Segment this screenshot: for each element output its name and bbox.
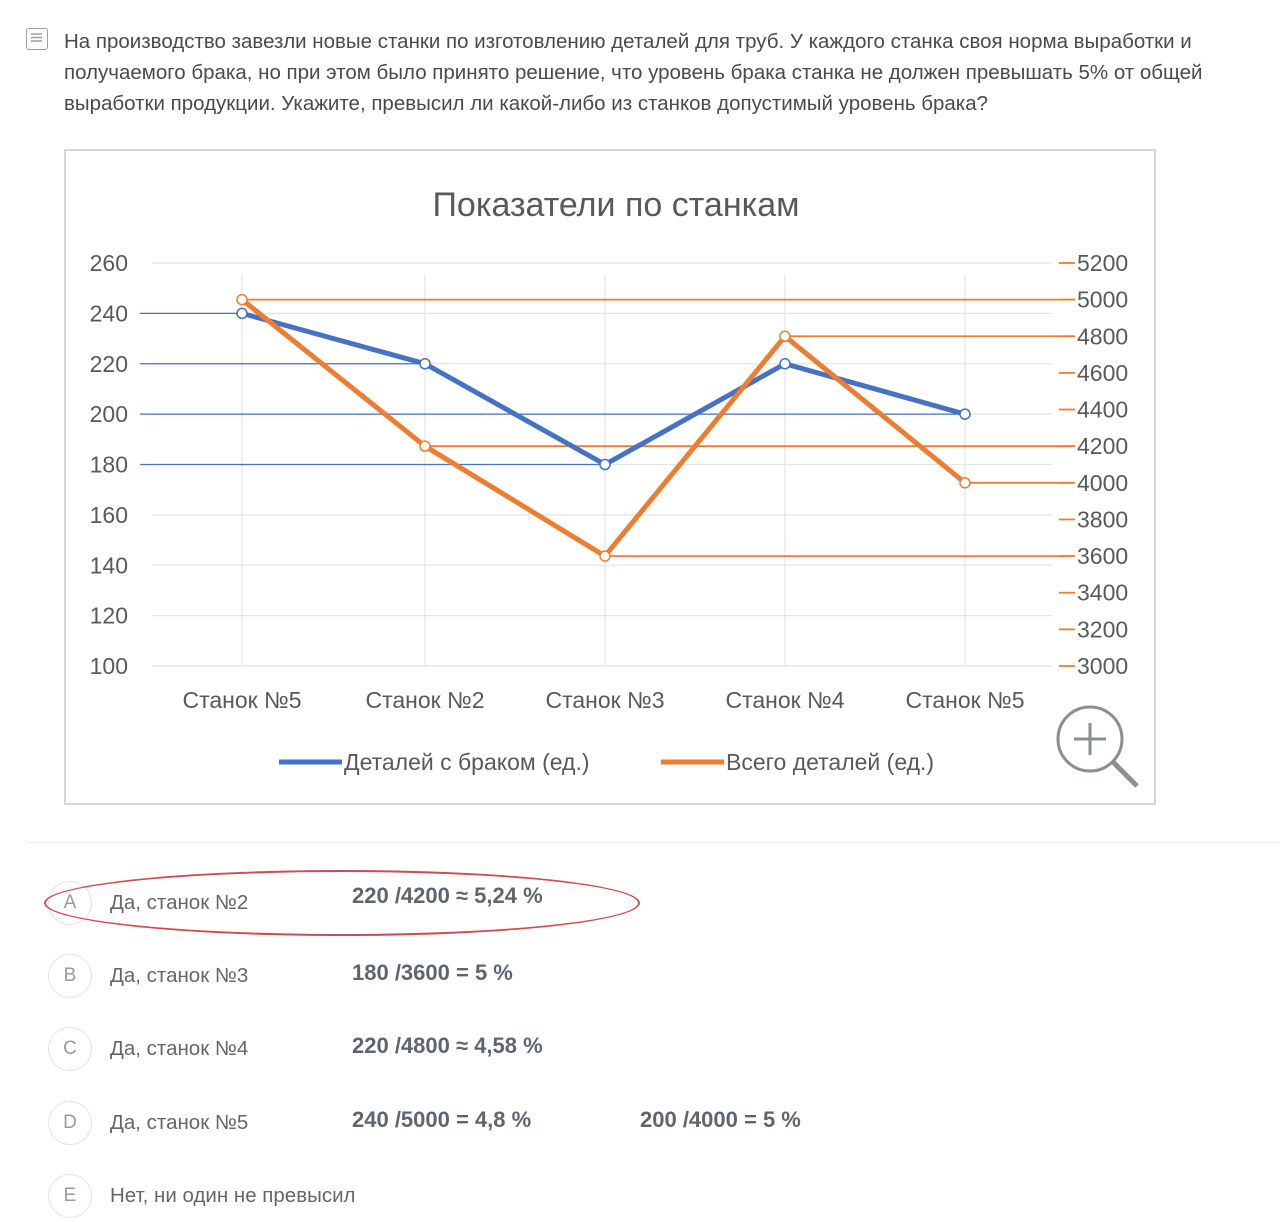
x-tick-label: Станок №4 [725, 687, 845, 713]
highlight-ellipse [44, 870, 640, 936]
y-left-tick-label: 200 [89, 401, 128, 428]
option-letter-badge: E [48, 1174, 92, 1218]
y-right-tick-label: 5200 [1077, 250, 1129, 276]
y-right-tick-label: 3800 [1077, 506, 1129, 533]
y-right-tick-label: 5000 [1077, 286, 1129, 313]
legend-label-1: Деталей с браком (ед.) [344, 749, 590, 775]
data-point-1 [960, 409, 970, 419]
data-point-1 [600, 460, 610, 470]
y-right-tick-label: 4600 [1077, 359, 1129, 386]
divider [28, 842, 1280, 843]
option-letter-badge: D [48, 1101, 92, 1145]
option-label: Да, станок №5 [110, 1111, 249, 1134]
option-label: Нет, ни один не превысил [110, 1184, 356, 1207]
y-right-tick-label: 4200 [1077, 433, 1129, 460]
option-label: Да, станок №4 [110, 1037, 249, 1060]
series-line-2 [242, 300, 965, 556]
y-right-tick-label: 4000 [1077, 469, 1129, 496]
chart [64, 149, 1156, 805]
chart-title: Показатели по станкам [432, 186, 800, 224]
option-letter-badge: C [48, 1027, 92, 1071]
answer-option-e[interactable] [48, 1174, 848, 1222]
x-tick-label: Станок №3 [545, 687, 665, 713]
data-point-2 [960, 478, 970, 488]
handwritten-calculation: 240 /5000 = 4,8 % [352, 1107, 532, 1132]
y-left-tick-label: 180 [89, 451, 128, 478]
y-left-tick-label: 260 [89, 250, 128, 276]
data-point-1 [237, 308, 247, 318]
y-left-tick-label: 240 [89, 300, 128, 327]
y-left-tick-label: 160 [89, 501, 128, 528]
data-point-2 [780, 331, 790, 341]
y-right-tick-label: 4400 [1077, 396, 1129, 423]
handwritten-calculation: 180 /3600 = 5 % [352, 960, 513, 985]
y-right-tick-label: 3400 [1077, 579, 1129, 606]
option-letter-badge: A [48, 881, 92, 925]
data-point-1 [780, 359, 790, 369]
y-right-tick-label: 3600 [1077, 543, 1129, 570]
data-point-2 [600, 551, 610, 561]
document-icon [26, 28, 48, 50]
x-tick-label: Станок №2 [365, 687, 485, 713]
option-letter-badge: B [48, 954, 92, 998]
line-chart [66, 151, 1154, 803]
y-right-tick-label: 4800 [1077, 323, 1129, 350]
data-point-2 [420, 441, 430, 451]
y-left-tick-label: 220 [89, 350, 128, 377]
x-tick-label: Станок №5 [905, 687, 1025, 713]
y-left-tick-label: 100 [89, 653, 128, 679]
option-label: Да, станок №2 [110, 891, 249, 914]
question-text: На производство завезли новые станки по изготовлению деталей для труб. У каждого станка своя норма выработки и получаемого брака, но при этом было принято решение, что уровень брака станка не должен превышать 5% от общей выработки продукции. Укажите, превысил ли какой-либо из станков допустимый уровень брака? [64, 30, 1203, 115]
handwritten-calculation: 200 /4000 = 5 % [640, 1107, 801, 1132]
handwritten-calculation: 220 /4800 ≈ 4,58 % [352, 1033, 543, 1058]
y-right-tick-label: 3000 [1077, 653, 1129, 679]
x-tick-label: Станок №5 [182, 687, 302, 713]
data-point-2 [237, 295, 247, 305]
legend-label-2: Всего деталей (ед.) [726, 749, 935, 775]
y-left-tick-label: 140 [89, 552, 128, 579]
data-point-1 [420, 359, 430, 369]
y-right-tick-label: 3200 [1077, 616, 1129, 643]
y-left-tick-label: 120 [89, 602, 128, 629]
handwritten-calculation: 220 /4200 ≈ 5,24 % [352, 883, 543, 908]
option-label: Да, станок №3 [110, 964, 249, 987]
